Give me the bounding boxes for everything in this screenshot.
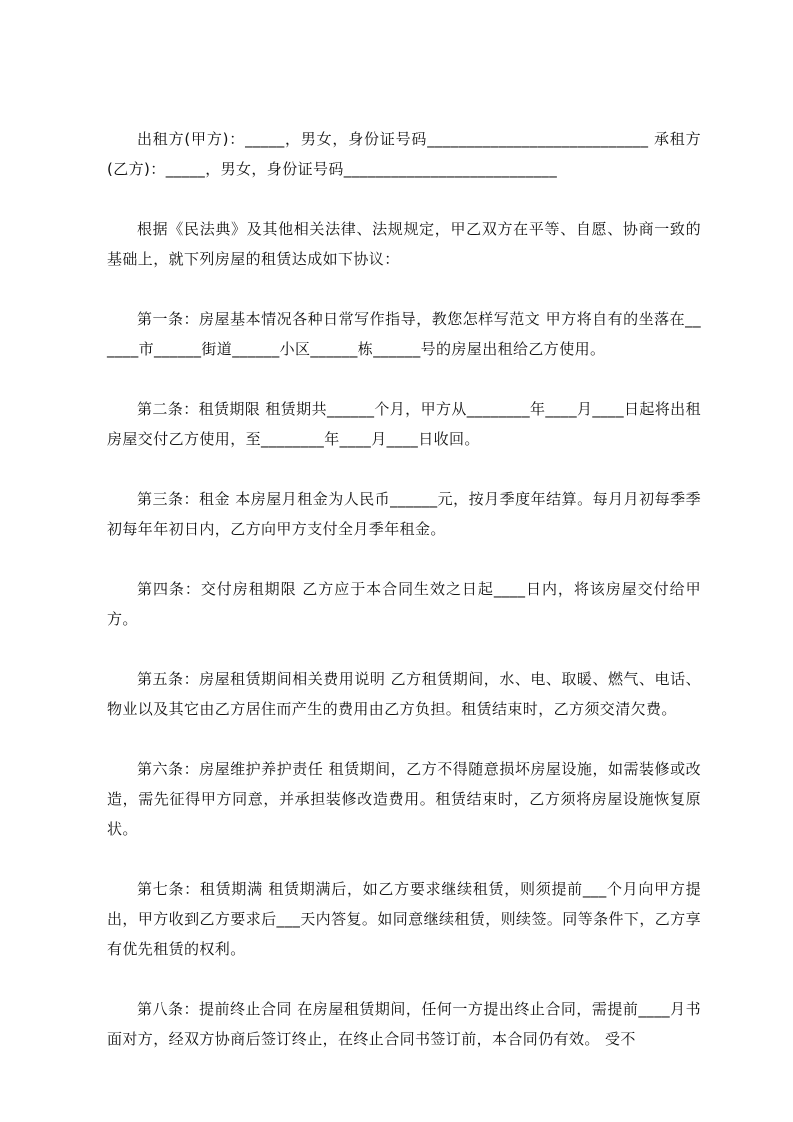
article-8-paragraph: 第八条：提前终止合同 在房屋租赁期间，任何一方提出终止合同，需提前____月书面对方，经双方协商后签订终止，在终止合同书签订前，本合同仍有效。 受不 xyxy=(107,1000,701,1048)
article-5-paragraph: 第五条：房屋租赁期间相关费用说明 乙方租赁期间，水、电、取暖、燃气、电话、物业以及其它由乙方居住而产生的费用由乙方负担。租赁结束时，乙方须交清欠费。 xyxy=(107,670,701,718)
article-4-paragraph: 第四条：交付房租期限 乙方应于本合同生效之日起____日内，将该房屋交付给甲方。 xyxy=(107,580,701,628)
article-7-paragraph: 第七条：租赁期满 租赁期满后，如乙方要求继续租赁，则须提前___个月向甲方提出，甲方收到乙方要求后___天内答复。如同意继续租赁，则续签。同等条件下，乙方享有优先租赁的权利。 xyxy=(107,880,701,958)
article-1-paragraph: 第一条：房屋基本情况各种日常写作指导，教您怎样写范文 甲方将自有的坐落在______市______街道______小区______栋______号的房屋出租给乙方使用。 xyxy=(107,310,701,358)
contract-page xyxy=(107,124,701,1084)
article-3-paragraph: 第三条：租金 本房屋月租金为人民币______元，按月季度年结算。每月月初每季季初每年年初日内，乙方向甲方支付全月季年租金。 xyxy=(107,490,701,538)
article-6-paragraph: 第六条：房屋维护养护责任 租赁期间，乙方不得随意损坏房屋设施，如需装修或改造，需先征得甲方同意，并承担装修改造费用。租赁结束时，乙方须将房屋设施恢复原状。 xyxy=(107,760,701,838)
article-2-paragraph: 第二条：租赁期限 租赁期共______个月，甲方从________年____月____日起将出租房屋交付乙方使用，至________年____月____日收回。 xyxy=(107,400,701,448)
parties-paragraph: 出租方(甲方)：_____，男女，身份证号码____________________________ 承租方(乙方)：_____，男女，身份证号码___________________________ xyxy=(107,130,701,178)
preamble-paragraph: 根据《民法典》及其他相关法律、法规规定，甲乙双方在平等、自愿、协商一致的基础上，就下列房屋的租赁达成如下协议： xyxy=(107,220,701,268)
